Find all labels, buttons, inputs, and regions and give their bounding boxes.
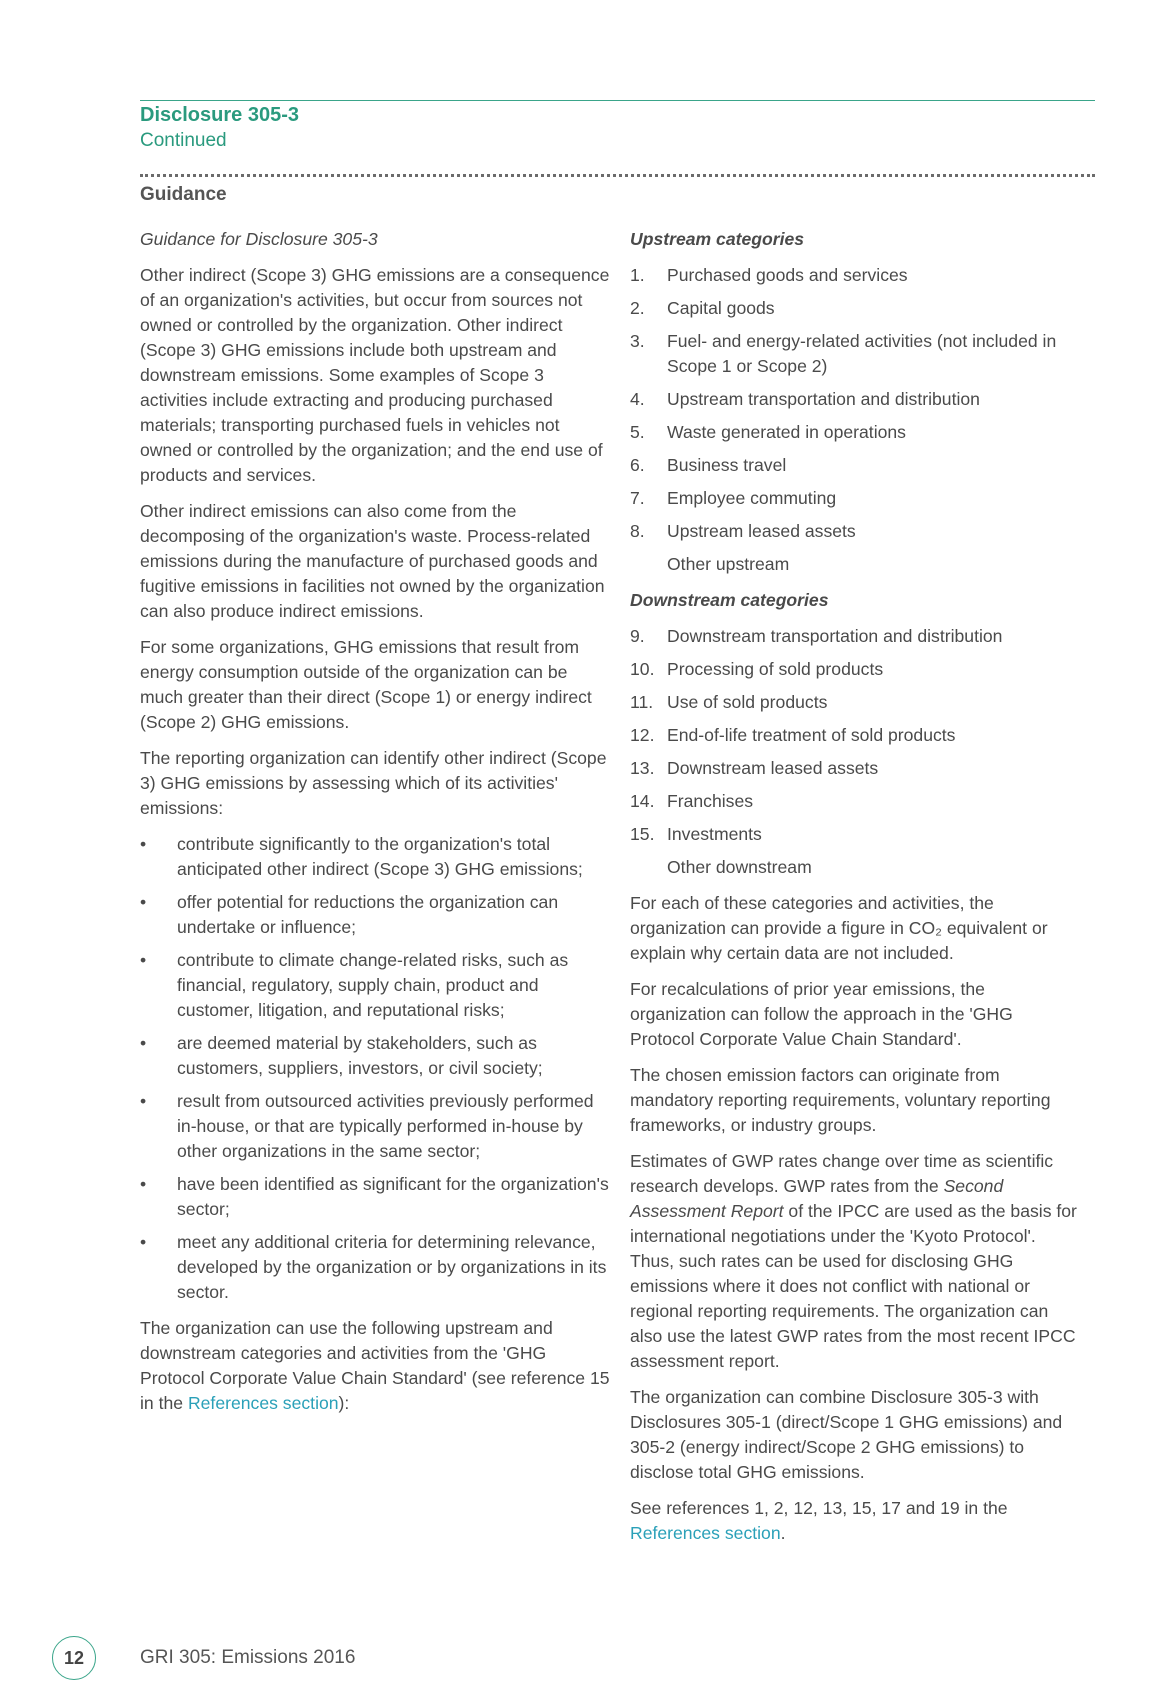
bullet-text: contribute to climate change-related risks, such as financial, regulatory, supply chain, product and customer, litigation, and reputational risks; bbox=[177, 950, 569, 1020]
criteria-list bbox=[140, 832, 610, 1305]
text-span: ): bbox=[338, 1393, 350, 1413]
category-number: 9. bbox=[630, 626, 645, 646]
category-item bbox=[630, 387, 1080, 412]
text-span: See references 1, 2, 12, 13, 15, 17 and 19 in the bbox=[630, 1498, 1008, 1518]
category-label: Other downstream bbox=[667, 857, 812, 877]
bullet-icon: • bbox=[140, 834, 147, 854]
paragraph: Other indirect emissions can also come from the decomposing of the organization's waste. Process-related emissions during the manufacture of purchased goods and fugitive emissions in facilities not owned by the organization can also produce indirect emissions. bbox=[140, 501, 605, 621]
left-column bbox=[140, 227, 610, 1427]
text-span: of the IPCC are used as the basis for international negotiations under the 'Kyoto Protocol'. Thus, such rates can be used for disclosing GHG emissions where it does not conflict with national or regional reporting requirements. The organization can also use the latest GWP rates from the most recent IPCC assessment report. bbox=[630, 1201, 1077, 1371]
bullet-text: contribute significantly to the organization's total anticipated other indirect (Scope 3) GHG emissions; bbox=[177, 834, 583, 879]
category-label: Upstream leased assets bbox=[667, 521, 856, 541]
category-label: Purchased goods and services bbox=[667, 265, 908, 285]
bullet-text: are deemed material by stakeholders, such as customers, suppliers, investors, or civil society; bbox=[177, 1033, 543, 1078]
references-link[interactable]: References section bbox=[187, 1393, 339, 1413]
paragraph bbox=[140, 1316, 610, 1416]
category-label: Processing of sold products bbox=[667, 659, 884, 679]
upstream-list bbox=[630, 263, 1080, 577]
category-item bbox=[630, 822, 1080, 847]
category-label: Fuel- and energy-related activities (not included in Scope 1 or Scope 2) bbox=[667, 331, 1057, 376]
category-label: End-of-life treatment of sold products bbox=[667, 725, 956, 745]
bullet-icon: • bbox=[140, 1232, 147, 1252]
paragraph bbox=[630, 1496, 1080, 1546]
paragraph: For recalculations of prior year emissions, the organization can follow the approach in the 'GHG Protocol Corporate Value Chain Standard'. bbox=[630, 979, 1013, 1049]
category-item bbox=[630, 329, 1080, 379]
bullet-item bbox=[140, 1031, 610, 1081]
category-item bbox=[630, 723, 1080, 748]
category-label: Franchises bbox=[667, 791, 754, 811]
category-number: 2. bbox=[630, 298, 645, 318]
bullet-text: result from outsourced activities previously performed in-house, or that are typically performed in-house by other organizations in the same sector; bbox=[177, 1091, 594, 1161]
category-label: Employee commuting bbox=[667, 488, 837, 508]
bullet-item bbox=[140, 1089, 610, 1164]
category-item bbox=[630, 690, 1080, 715]
text-span: The organization can use the following upstream and downstream categories and activities from the 'GHG Protocol Corporate Value Chain Standard' (see reference 15 in the bbox=[140, 1318, 610, 1413]
bullet-text: offer potential for reductions the organization can undertake or influence; bbox=[177, 892, 559, 937]
text-span: . bbox=[780, 1523, 786, 1543]
bullet-item bbox=[140, 1230, 610, 1305]
category-number: 6. bbox=[630, 455, 645, 475]
category-item bbox=[630, 756, 1080, 781]
category-label: Downstream transportation and distribution bbox=[667, 626, 1003, 646]
paragraph: The organization can combine Disclosure 305-3 with Disclosures 305-1 (direct/Scope 1 GHG emissions) and 305-2 (energy indirect/Scope 2 GHG emissions) to disclose total GHG emissions. bbox=[630, 1387, 1063, 1482]
downstream-list bbox=[630, 624, 1080, 880]
category-number: 5. bbox=[630, 422, 645, 442]
category-number: 8. bbox=[630, 521, 645, 541]
category-number: 7. bbox=[630, 488, 645, 508]
category-label: Upstream transportation and distribution bbox=[667, 389, 980, 409]
bullet-icon: • bbox=[140, 1174, 147, 1194]
bullet-icon: • bbox=[140, 950, 147, 970]
upstream-heading: Upstream categories bbox=[630, 229, 805, 249]
bullet-text: meet any additional criteria for determining relevance, developed by the organization or by organizations in its sector. bbox=[177, 1232, 607, 1302]
top-divider bbox=[140, 100, 1095, 101]
paragraph: The reporting organization can identify other indirect (Scope 3) GHG emissions by assessing which of its activities' emissions: bbox=[140, 748, 607, 818]
category-item bbox=[630, 296, 1080, 321]
category-label: Other upstream bbox=[667, 554, 790, 574]
category-item bbox=[630, 624, 1080, 649]
category-label: Business travel bbox=[667, 455, 787, 475]
paragraph: For each of these categories and activities, the organization can provide a figure in CO₂ equivalent or explain why certain data are not included. bbox=[630, 893, 1048, 963]
category-label: Investments bbox=[667, 824, 762, 844]
right-column bbox=[630, 227, 1080, 1557]
category-item bbox=[630, 855, 1080, 880]
category-number: 3. bbox=[630, 331, 645, 351]
category-item bbox=[630, 453, 1080, 478]
dotted-divider bbox=[140, 174, 1095, 177]
paragraph: The chosen emission factors can originate from mandatory reporting requirements, voluntary reporting frameworks, or industry groups. bbox=[630, 1065, 1051, 1135]
category-number: 15. bbox=[630, 824, 655, 844]
category-item bbox=[630, 789, 1080, 814]
disclosure-title: Disclosure 305-3 bbox=[140, 104, 299, 126]
references-link[interactable]: References section bbox=[630, 1523, 781, 1543]
category-number: 4. bbox=[630, 389, 645, 409]
category-item bbox=[630, 486, 1080, 511]
page-number: 12 bbox=[52, 1636, 96, 1680]
category-label: Use of sold products bbox=[667, 692, 828, 712]
category-item bbox=[630, 552, 1080, 577]
footer-title: GRI 305: Emissions 2016 bbox=[140, 1647, 356, 1668]
category-number: 11. bbox=[630, 692, 654, 712]
category-number: 13. bbox=[630, 758, 655, 778]
paragraph: Other indirect (Scope 3) GHG emissions are a consequence of an organization's activities, but occur from sources not owned or controlled by the organization. Other indirect (Scope 3) GHG emissions include both upstream and downstream emissions. Some examples of Scope 3 activities include extracting and producing purchased materials; transporting purchased fuels in vehicles not owned or controlled by the organization; and the end use of products and services. bbox=[140, 265, 610, 485]
paragraph bbox=[630, 1149, 1080, 1374]
guidance-heading: Guidance bbox=[140, 184, 227, 205]
guidance-subheading: Guidance for Disclosure 305-3 bbox=[140, 229, 378, 249]
bullet-text: have been identified as significant for the organization's sector; bbox=[177, 1174, 609, 1219]
bullet-item bbox=[140, 1172, 610, 1222]
bullet-icon: • bbox=[140, 1033, 147, 1053]
bullet-icon: • bbox=[140, 1091, 147, 1111]
category-number: 10. bbox=[630, 659, 655, 679]
category-number: 12. bbox=[630, 725, 655, 745]
category-label: Waste generated in operations bbox=[667, 422, 906, 442]
continued-label: Continued bbox=[140, 130, 227, 151]
paragraph: For some organizations, GHG emissions that result from energy consumption outside of the organization can be much greater than their direct (Scope 1) or energy indirect (Scope 2) GHG emissions. bbox=[140, 637, 592, 732]
category-number: 1. bbox=[630, 265, 645, 285]
category-item bbox=[630, 263, 1080, 288]
bullet-icon: • bbox=[140, 892, 147, 912]
report-title: Second Assessment Report bbox=[630, 1176, 1004, 1221]
text-span: Estimates of GWP rates change over time as scientific research develops. GWP rates from the bbox=[630, 1151, 1054, 1196]
downstream-heading: Downstream categories bbox=[630, 590, 829, 610]
category-number: 14. bbox=[630, 791, 655, 811]
category-label: Capital goods bbox=[667, 298, 775, 318]
bullet-item bbox=[140, 832, 610, 882]
category-item bbox=[630, 519, 1080, 544]
bullet-item bbox=[140, 948, 610, 1023]
category-label: Downstream leased assets bbox=[667, 758, 879, 778]
category-item bbox=[630, 657, 1080, 682]
bullet-item bbox=[140, 890, 610, 940]
category-item bbox=[630, 420, 1080, 445]
